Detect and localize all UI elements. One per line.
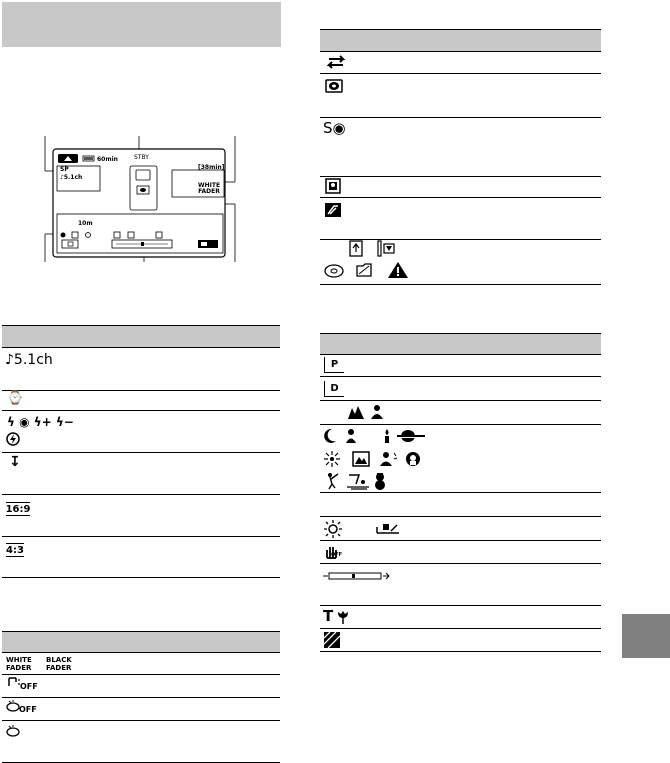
landscape-icon bbox=[347, 404, 365, 420]
white-balance-sun-icon bbox=[324, 520, 342, 538]
black-fader-icon: BLACK FADER bbox=[46, 656, 72, 672]
sports-icon bbox=[405, 451, 421, 467]
exposure-bracket-icon-2 bbox=[376, 240, 396, 258]
tele-macro-t-label: T bbox=[323, 607, 334, 625]
steadyshot-icon bbox=[6, 724, 20, 738]
landscape-frame-icon bbox=[352, 451, 370, 467]
self-timer-icon: ⌚ bbox=[7, 391, 24, 406]
audio-5-1ch-icon: ♪5.1ch bbox=[5, 352, 53, 368]
right-table-2-header bbox=[320, 334, 601, 354]
night-portrait-icon bbox=[346, 428, 368, 444]
flash-icon: ϟ ◉ ϟ+ ϟ− bbox=[7, 415, 74, 429]
section-tab bbox=[622, 614, 670, 658]
portrait-icon bbox=[370, 404, 384, 420]
lcd-standby: STBY bbox=[134, 154, 149, 161]
backlight-off-icon bbox=[6, 676, 20, 694]
super-nightshot-s-label: S◉ bbox=[323, 119, 346, 137]
camera-shake-warning-icon bbox=[385, 260, 411, 280]
lcd-battery-time: 60min bbox=[97, 156, 118, 163]
portrait-frame-icon bbox=[325, 178, 341, 194]
golf-icon bbox=[326, 472, 340, 490]
left-table-2-header bbox=[2, 632, 280, 652]
candle-icon bbox=[382, 428, 392, 444]
repeat-icon bbox=[325, 55, 347, 69]
beach-icon bbox=[347, 472, 369, 490]
right-table-1-header bbox=[320, 30, 601, 51]
lcd-mode: SP bbox=[60, 166, 69, 173]
exposure-slider-icon bbox=[322, 571, 390, 581]
zebra-icon bbox=[324, 632, 340, 648]
disc-icon bbox=[324, 263, 344, 279]
wide-16-9-icon: 16:9 bbox=[5, 503, 31, 515]
spot-meter-icon bbox=[325, 79, 343, 93]
lcd-counter: [38min] bbox=[198, 164, 225, 171]
memory-card-icon bbox=[355, 262, 373, 278]
steadyshot-off-label-right: OFF bbox=[331, 552, 343, 558]
lcd-audio: ♪5.1ch bbox=[60, 174, 83, 181]
focus-icon bbox=[325, 203, 341, 217]
tele-macro-tulip-icon bbox=[336, 610, 350, 624]
aspect-4-3-icon: 4:3 bbox=[6, 544, 24, 556]
one-push-wb-icon bbox=[376, 521, 400, 535]
night-scene-icon bbox=[323, 428, 337, 444]
portrait-spotlight-icon bbox=[380, 451, 398, 467]
steadyshot-off-label: OFF bbox=[19, 705, 37, 714]
exposure-bracket-icon-1 bbox=[348, 240, 364, 258]
flash-off-icon bbox=[6, 432, 20, 446]
snow-icon bbox=[372, 472, 388, 490]
section-header-box bbox=[2, 2, 281, 47]
lcd-mem-remain: 10m bbox=[78, 220, 93, 227]
backlight-off-label: OFF bbox=[20, 682, 38, 691]
steadyshot-off-icon bbox=[6, 699, 20, 715]
mic-level-icon: ↧ bbox=[9, 454, 21, 470]
white-fader-icon: WHITE FADER bbox=[6, 656, 32, 672]
digital-effect-icon: D bbox=[324, 381, 344, 397]
picture-effect-icon: P bbox=[324, 357, 344, 373]
sunrise-sunset-icon bbox=[397, 428, 425, 444]
left-table-1-header bbox=[2, 326, 280, 347]
fireworks-icon bbox=[324, 451, 340, 467]
lcd-fader: WHITE FADER bbox=[198, 182, 221, 195]
